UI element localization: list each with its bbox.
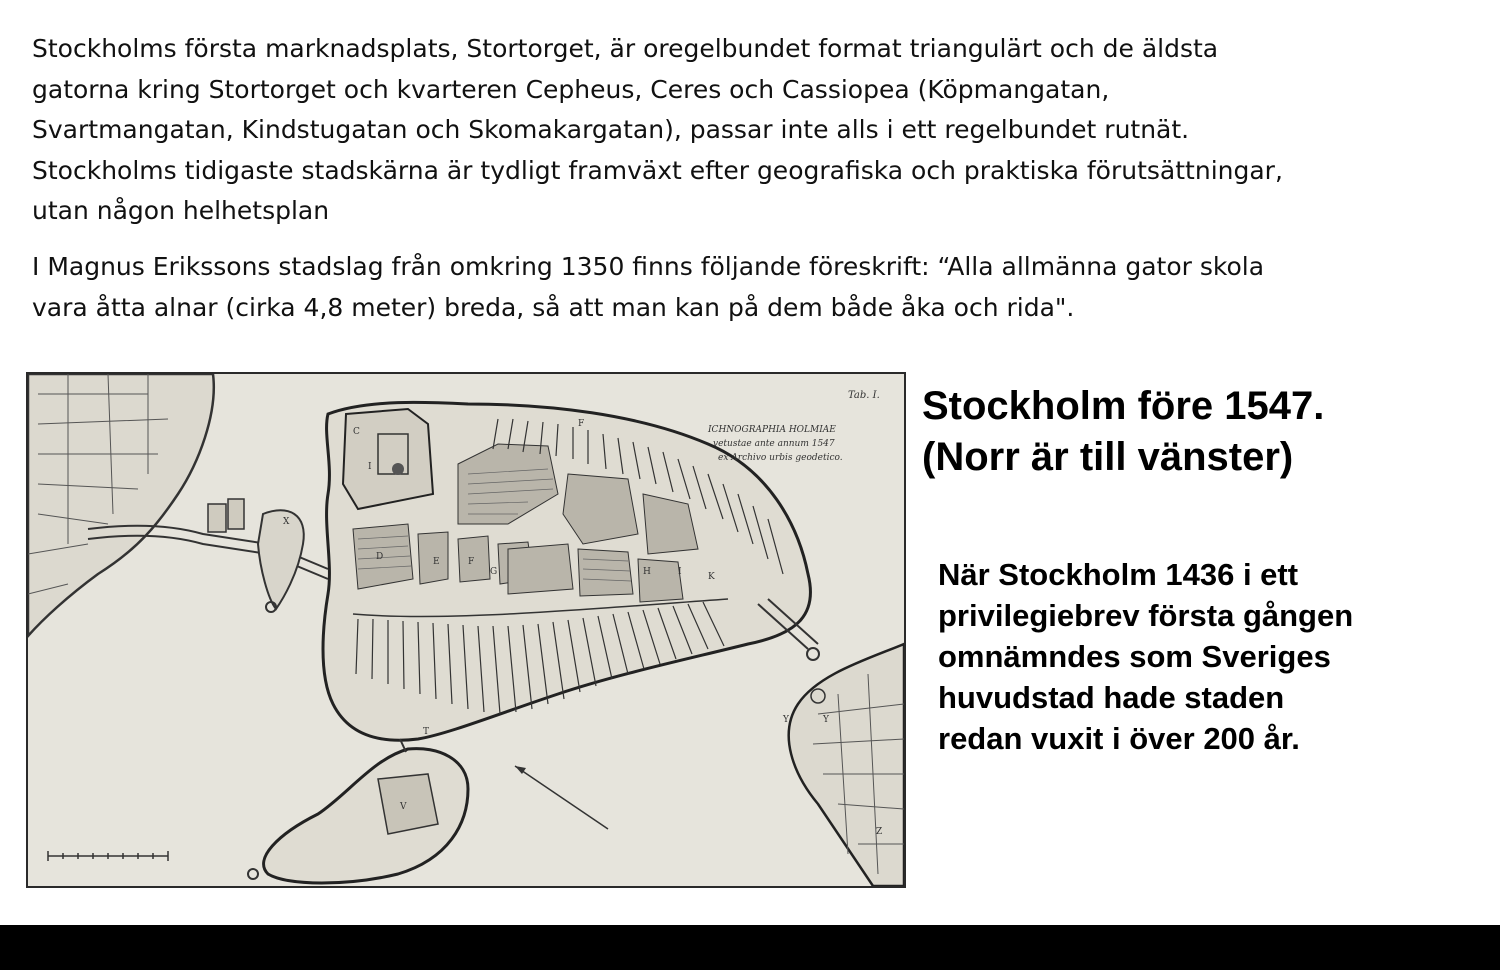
map-cartouche-line: ICHNOGRAPHIA HOLMIAE [708, 425, 836, 435]
map-letter: Y [783, 715, 789, 725]
intro-line: Stockholms tidigaste stadskärna är tydligt framväxt efter geografiska och praktiska förutsättningar, [32, 155, 1283, 185]
map-letter: Z [876, 827, 883, 837]
caption-line: (Norr är till vänster) [922, 435, 1294, 479]
capital-note-line: När Stockholm 1436 i ett [938, 557, 1299, 592]
intro-paragraph [32, 29, 1472, 232]
map-caption [922, 381, 1482, 483]
map-cartouche-line: ex Archivo urbis geodetico. [718, 453, 843, 463]
map-letter: G [490, 567, 498, 577]
map-letter: F [578, 419, 585, 429]
map-letter: V [400, 802, 407, 812]
law-line: I Magnus Erikssons stadslag från omkring 1350 finns följande föreskrift: “Alla allmänna gator skola [32, 252, 1265, 281]
capital-note-line: redan vuxit i över 200 år. [938, 721, 1300, 756]
map-letter: I [678, 567, 682, 577]
map-letter: H [643, 567, 651, 577]
caption-line: Stockholm före 1547. [922, 384, 1325, 428]
intro-line: Svartmangatan, Kindstugatan och Skomakargatan), passar inte alls i ett regelbundet rutnät. [32, 115, 1190, 144]
capital-note-line: omnämndes som Sveriges [938, 639, 1331, 674]
intro-line: Stockholms första marknadsplats, Stortorget, är oregelbundet format triangulärt och de äldsta [32, 34, 1219, 63]
intro-line: gatorna kring Stortorget och kvarteren Cepheus, Ceres och Cassiopea (Köpmangatan, [32, 74, 1110, 104]
map-letter: X [283, 517, 290, 527]
intro-line: utan någon helhetsplan [32, 196, 330, 225]
map-tab-label: Tab. I. [848, 390, 880, 401]
map-letter: F [468, 557, 475, 567]
map-letter: D [376, 552, 384, 562]
map-letter: E [433, 557, 440, 567]
historical-map-image [26, 372, 906, 888]
map-letter: K [708, 572, 715, 582]
stockholm-map-drawing [28, 374, 904, 886]
bottom-black-bar [0, 925, 1500, 970]
map-letter: I [368, 462, 372, 472]
capital-note-line: huvudstad hade staden [938, 680, 1285, 715]
map-letter: T [423, 727, 430, 737]
capital-note [938, 554, 1483, 759]
map-letter: Y [823, 715, 829, 725]
law-paragraph [32, 247, 1472, 328]
law-line: vara åtta alnar (cirka 4,8 meter) breda, så att man kan på dem både åka och rida". [32, 292, 1075, 322]
map-letter: C [353, 427, 360, 437]
map-cartouche-line: vetustae ante annum 1547 [713, 439, 835, 449]
capital-note-line: privilegiebrev första gången [938, 598, 1354, 633]
